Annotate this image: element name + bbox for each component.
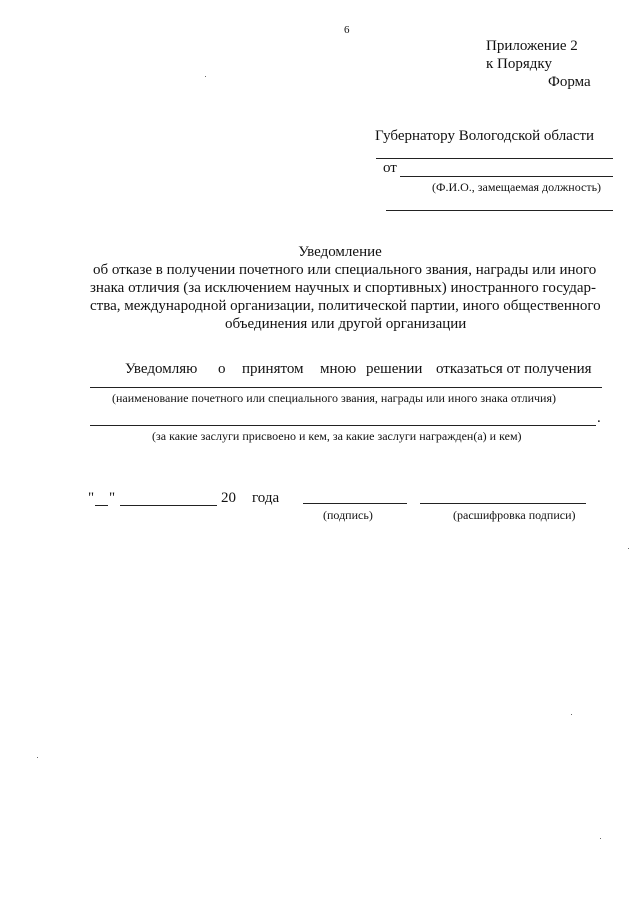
merits-line [90,425,596,426]
notify-word-3: принятом [242,361,304,377]
title-line-3: ства, международной организации, политической партии, иного общественного [90,298,601,314]
notify-word-6: отказаться от получения [436,361,592,377]
form-label: Форма [548,74,591,90]
title-line-1: об отказе в получении почетного или специального звания, награды или иного [93,262,597,278]
date-year-prefix: 20 [221,490,236,506]
title-line-2: знака отличия (за исключением научных и спортивных) иностранного государ- [90,280,596,296]
award-name-caption: (наименование почетного или специального звания, награды или иного знака отличия) [112,391,556,405]
date-day-blank [95,505,108,506]
document-title: Уведомление [298,244,382,260]
addressee-governor: Губернатору Вологодской области [375,128,595,144]
notify-word-4: мною [320,361,357,377]
scan-speck [600,838,601,839]
signature-decode-caption: (расшифровка подписи) [453,508,576,522]
addressee-blank-line-3 [386,210,613,211]
appendix-line-2: к Порядку [486,56,552,72]
notify-word-5: решении [366,361,423,377]
award-name-line [90,387,602,388]
signature-decode-line [420,503,586,504]
signature-line [303,503,407,504]
signature-caption: (подпись) [323,508,373,522]
title-line-4: объединения или другой организации [225,316,467,332]
from-prefix: от [383,160,397,176]
date-year-suffix: года [252,490,280,506]
scan-speck [571,714,572,715]
notify-word-2: о [218,361,226,377]
scan-speck [205,76,206,77]
scan-speck [628,548,629,549]
addressee-blank-line-1 [376,158,613,159]
merits-caption: (за какие заслуги присвоено и кем, за какие заслуги награжден(а) и кем) [152,429,522,443]
date-month-blank [120,505,217,506]
addressee-blank-line-2 [400,176,613,177]
notify-word-1: Уведомляю [125,361,198,377]
date-quote-close: " [109,490,116,506]
page-number: 6 [344,24,350,36]
appendix-line-1: Приложение 2 [486,38,578,54]
merits-line-end: . [597,410,601,426]
from-caption: (Ф.И.О., замещаемая должность) [432,180,602,194]
date-quote-open: " [88,490,95,506]
scan-speck [37,757,38,758]
